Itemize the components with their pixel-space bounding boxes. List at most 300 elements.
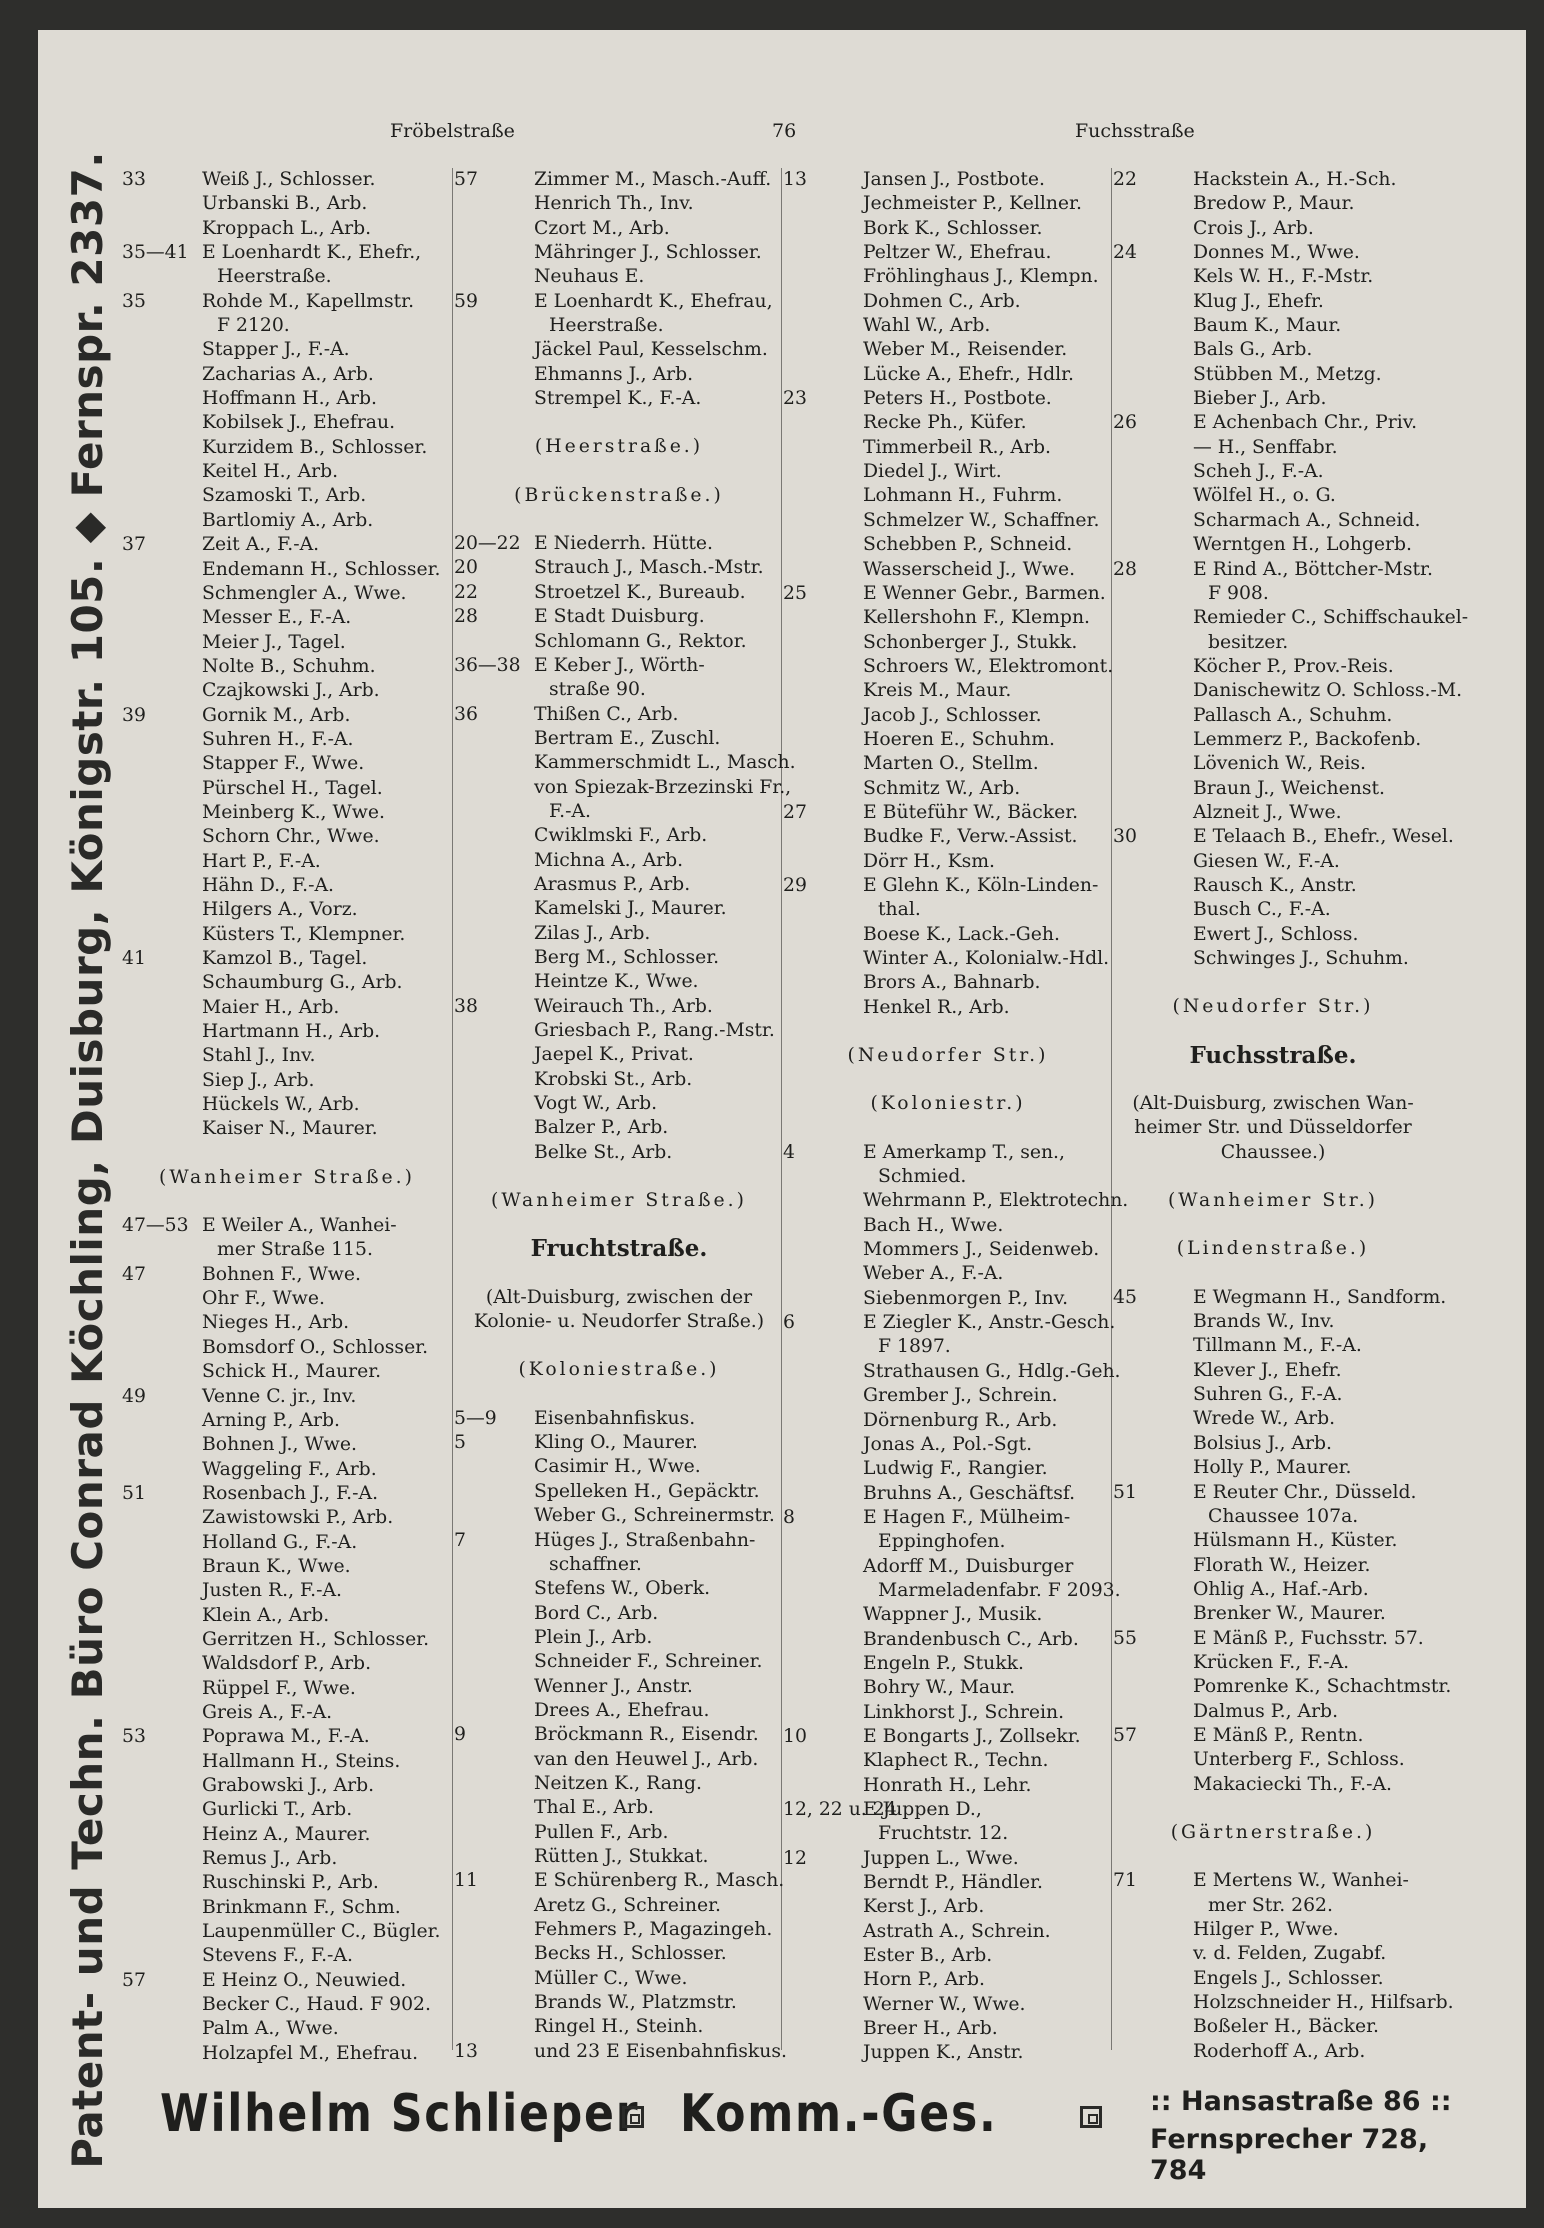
directory-entry bbox=[454, 1918, 784, 1942]
directory-entry bbox=[122, 1774, 452, 1798]
entry-text: Klug J., Ehefr. bbox=[1193, 290, 1324, 312]
directory-entry bbox=[454, 1455, 784, 1479]
directory-entry bbox=[783, 1141, 1113, 1165]
directory-entry bbox=[783, 1676, 1113, 1700]
directory-entry bbox=[454, 1092, 784, 1116]
ad-company: Komm.-Ges. bbox=[680, 2084, 998, 2144]
directory-entry bbox=[783, 192, 1113, 216]
entry-text: Lohmann H., Fuhrm. bbox=[863, 485, 1063, 507]
entry-text: Pürschel H., Tagel. bbox=[202, 777, 383, 799]
entry-text: Boßeler H., Bäcker. bbox=[1193, 2016, 1380, 2038]
entry-text: Thal E., Arb. bbox=[534, 1797, 654, 1819]
entry-text: Vogt W., Arb. bbox=[534, 1093, 658, 1115]
street-note: (Lindenstraße.) bbox=[1176, 1238, 1370, 1260]
entry-text: Lücke A., Ehefr., Hdlr. bbox=[863, 363, 1075, 385]
directory-entry bbox=[454, 1019, 784, 1043]
house-number: 30 bbox=[1113, 826, 1137, 848]
directory-entry bbox=[454, 2015, 784, 2039]
house-number: 11 bbox=[454, 1870, 478, 1892]
entry-text: Lemmerz P., Backofenb. bbox=[1193, 728, 1422, 750]
entry-text: Czajkowski J., Arb. bbox=[202, 680, 380, 702]
directory-entry bbox=[122, 1069, 452, 1093]
directory-entry bbox=[122, 582, 452, 606]
entry-text: Kammerschmidt L., Masch. bbox=[534, 752, 796, 774]
directory-entry bbox=[122, 533, 452, 557]
entry-text: Hallmann H., Steins. bbox=[202, 1750, 401, 1772]
directory-entry bbox=[783, 1409, 1113, 1433]
entry-text: Nolte B., Schuhm. bbox=[202, 655, 376, 677]
directory-entry bbox=[1113, 1991, 1454, 2015]
sidebar-ad-text: Patent- und Techn. Büro Conrad Köchling, Duisburg, Königstr. 105. ⬥ Fernspr. 2337. bbox=[62, 151, 112, 2169]
entry-text: Rosenbach J., F.-A. bbox=[202, 1482, 379, 1504]
directory-entry bbox=[454, 241, 784, 265]
ad-separator-icon bbox=[1080, 2106, 1102, 2128]
directory-entry bbox=[1113, 752, 1433, 776]
house-number: 22 bbox=[1113, 169, 1137, 190]
bottom-advertisement bbox=[130, 2076, 1480, 2186]
entry-text: Brands W., Inv. bbox=[1193, 1311, 1335, 1333]
entry-text: Brinkmann F., Schm. bbox=[202, 1896, 401, 1918]
street-note: (Neudorfer Str.) bbox=[847, 1045, 1049, 1067]
entry-text: Alzneit J., Wwe. bbox=[1193, 801, 1342, 823]
directory-entry bbox=[783, 1262, 1113, 1286]
directory-entry bbox=[1113, 1554, 1433, 1578]
directory-entry bbox=[783, 1701, 1113, 1725]
directory-entry bbox=[122, 460, 452, 484]
entry-text: E Büteführ W., Bäcker. bbox=[863, 801, 1079, 823]
directory-entry bbox=[454, 1626, 784, 1650]
entry-text: Stapper J., F.-A. bbox=[202, 339, 350, 361]
directory-entry bbox=[122, 1238, 452, 1262]
entry-text: Belke St., Arb. bbox=[534, 1141, 673, 1163]
entry-text: Stahl J., Inv. bbox=[202, 1045, 316, 1067]
directory-entry bbox=[1113, 874, 1433, 898]
entry-text: Venne C. jr., Inv. bbox=[202, 1385, 357, 1407]
entry-text: Holly P., Maurer. bbox=[1193, 1457, 1352, 1479]
entry-text: Donnes M., Wwe. bbox=[1193, 242, 1360, 264]
entry-text: Kroppach L., Arb. bbox=[202, 217, 372, 239]
spacer bbox=[122, 1142, 452, 1166]
entry-text: Zacharias A., Arb. bbox=[202, 363, 374, 385]
house-number: 22 bbox=[454, 581, 478, 603]
entry-text: Weber G., Schreinermstr. bbox=[534, 1505, 775, 1527]
directory-entry bbox=[783, 825, 1113, 849]
directory-entry bbox=[454, 290, 784, 314]
entry-text: Griesbach P., Rang.-Mstr. bbox=[534, 1020, 775, 1041]
house-number: 38 bbox=[454, 995, 478, 1017]
directory-entry bbox=[122, 947, 452, 971]
directory-entry bbox=[454, 217, 784, 241]
street-note: Chaussee.) bbox=[1220, 1141, 1326, 1163]
directory-entry bbox=[454, 556, 784, 580]
directory-entry bbox=[783, 752, 1113, 776]
directory-entry bbox=[122, 509, 452, 533]
sidebar-advertisement bbox=[40, 151, 135, 2169]
entry-text: Suhren G., F.-A. bbox=[1193, 1384, 1343, 1406]
entry-text: Engeln P., Stukk. bbox=[863, 1652, 1024, 1674]
directory-entry bbox=[454, 849, 784, 873]
directory-entry bbox=[122, 1506, 452, 1530]
entry-text: Greis A., F.-A. bbox=[202, 1701, 333, 1723]
directory-entry bbox=[1113, 1894, 1433, 1918]
directory-entry bbox=[1113, 436, 1433, 460]
directory-entry bbox=[122, 2042, 452, 2066]
entry-text: Hoeren E., Schuhm. bbox=[863, 728, 1056, 750]
directory-entry bbox=[783, 2017, 1113, 2041]
street-note: (Alt-Duisburg, zwischen Wan- bbox=[1132, 1093, 1414, 1115]
directory-entry bbox=[783, 314, 1113, 338]
entry-continuation: Eppinghofen. bbox=[878, 1531, 1006, 1553]
directory-entry bbox=[454, 1043, 784, 1067]
directory-entry bbox=[783, 996, 1113, 1020]
directory-entry bbox=[454, 1504, 784, 1528]
directory-entry bbox=[783, 1944, 1113, 1968]
entry-text: Waldsdorf P., Arb. bbox=[202, 1653, 372, 1675]
directory-entry bbox=[783, 436, 1113, 460]
entry-text: Waggeling F., Arb. bbox=[202, 1458, 377, 1480]
spacer bbox=[1113, 1845, 1433, 1869]
house-number: 10 bbox=[783, 1725, 807, 1747]
directory-entry bbox=[454, 314, 784, 338]
entry-text: Klever J., Ehefr. bbox=[1193, 1359, 1342, 1381]
entry-text: Kreis M., Maur. bbox=[863, 680, 1012, 702]
directory-entry bbox=[783, 1311, 1116, 1335]
entry-text: Arasmus P., Arb. bbox=[534, 873, 691, 895]
directory-entry bbox=[783, 1189, 1129, 1213]
directory-entry bbox=[122, 898, 452, 922]
entry-text: Ringel H., Steinh. bbox=[534, 2016, 704, 2038]
directory-entry bbox=[1113, 1627, 1433, 1651]
house-number: 37 bbox=[122, 534, 146, 556]
entry-text: Strauch J., Masch.-Mstr. bbox=[534, 557, 764, 579]
directory-entry bbox=[122, 1993, 452, 2017]
directory-entry bbox=[1113, 241, 1433, 265]
house-number: 55 bbox=[1113, 1627, 1137, 1649]
house-number: 4 bbox=[783, 1141, 795, 1163]
entry-text: Dörnenburg R., Arb. bbox=[863, 1409, 1058, 1431]
street-note: (Neudorfer Str.) bbox=[1172, 996, 1374, 1018]
directory-entry bbox=[1113, 1310, 1433, 1334]
entry-text: Baum K., Maur. bbox=[1193, 315, 1342, 337]
directory-entry bbox=[454, 1431, 784, 1455]
entry-text: Zilas J., Arb. bbox=[534, 922, 651, 944]
directory-entry bbox=[454, 630, 784, 654]
directory-entry bbox=[783, 850, 1113, 874]
directory-entry bbox=[122, 1093, 452, 1117]
directory-entry bbox=[1113, 679, 1463, 703]
directory-entry bbox=[122, 1555, 452, 1579]
entry-text: Winter A., Kolonialw.-Hdl. bbox=[863, 948, 1110, 969]
house-number: 57 bbox=[1113, 1724, 1137, 1746]
directory-entry bbox=[1113, 728, 1433, 752]
entry-text: Kels W. H., F.-Mstr. bbox=[1193, 266, 1374, 288]
entry-text: Kamelski J., Maurer. bbox=[534, 898, 727, 920]
entry-text: Weiß J., Schlosser. bbox=[202, 169, 376, 190]
directory-entry bbox=[454, 1480, 784, 1504]
entry-text: Poprawa M., F.-A. bbox=[202, 1726, 370, 1748]
entry-text: Bröckmann R., Eisendr. bbox=[534, 1724, 759, 1746]
directory-entry bbox=[122, 996, 452, 1020]
entry-text: Ewert J., Schloss. bbox=[1193, 923, 1359, 945]
directory-entry bbox=[783, 1993, 1113, 2017]
directory-entry bbox=[1113, 582, 1433, 606]
directory-entry bbox=[783, 582, 1113, 606]
house-number: 6 bbox=[783, 1312, 795, 1334]
entry-text: Unterberg F., Schloss. bbox=[1193, 1749, 1405, 1771]
house-number: 57 bbox=[122, 1969, 146, 1991]
entry-text: Schmengler A., Wwe. bbox=[202, 582, 407, 604]
entry-text: Zawistowski P., Arb. bbox=[202, 1507, 394, 1529]
entry-text: Bolsius J., Arb. bbox=[1193, 1432, 1332, 1454]
entry-continuation: straße 90. bbox=[549, 679, 646, 701]
directory-entry bbox=[454, 532, 784, 556]
street-note: Kolonie- u. Neudorfer Straße.) bbox=[473, 1311, 765, 1333]
entry-continuation: F.-A. bbox=[549, 800, 591, 822]
house-number: 12 bbox=[783, 1847, 807, 1869]
entry-text: Busch C., F.-A. bbox=[1193, 899, 1331, 921]
entry-text: Laupenmüller C., Bügler. bbox=[202, 1921, 441, 1943]
entry-text: Keitel H., Arb. bbox=[202, 461, 339, 483]
column-divider bbox=[452, 168, 453, 2050]
directory-entry bbox=[783, 898, 1113, 922]
entry-text: Kamzol B., Tagel. bbox=[202, 948, 368, 969]
entry-text: Timmerbeil R., Arb. bbox=[863, 436, 1051, 458]
directory-entry bbox=[783, 655, 1113, 679]
entry-text: Makaciecki Th., F.-A. bbox=[1193, 1773, 1393, 1795]
entry-text: Brenker W., Maurer. bbox=[1193, 1603, 1386, 1625]
entry-text: Strempel K., F.-A. bbox=[534, 388, 702, 410]
directory-entry bbox=[1113, 825, 1454, 849]
directory-entry bbox=[1113, 1432, 1433, 1456]
entry-text: Bohry W., Maur. bbox=[863, 1677, 1016, 1699]
directory-entry bbox=[783, 1530, 1113, 1554]
directory-entry bbox=[1113, 1869, 1433, 1893]
directory-entry bbox=[122, 1871, 452, 1895]
entry-text: Bieber J., Arb. bbox=[1193, 388, 1327, 410]
directory-entry bbox=[1113, 509, 1433, 533]
entry-text: E Glehn K., Köln-Linden- bbox=[863, 874, 1099, 896]
entry-text: Jaepel K., Privat. bbox=[534, 1044, 694, 1066]
directory-entry bbox=[783, 241, 1113, 265]
entry-text: Jechmeister P., Kellner. bbox=[863, 193, 1082, 215]
entry-text: von Spiezak-Brzezinski Fr., bbox=[534, 776, 792, 798]
directory-entry bbox=[454, 776, 792, 800]
entry-text: Holzschneider H., Hilfsarb. bbox=[1193, 1992, 1454, 2014]
directory-entry bbox=[783, 290, 1113, 314]
entry-text: Weirauch Th., Arb. bbox=[534, 995, 713, 1017]
directory-entry bbox=[122, 265, 452, 289]
directory-entry bbox=[783, 1457, 1113, 1481]
directory-entry bbox=[122, 1311, 452, 1335]
entry-text: Kerst J., Arb. bbox=[863, 1896, 985, 1918]
directory-entry bbox=[1113, 1505, 1433, 1529]
entry-text: E Wenner Gebr., Barmen. bbox=[863, 582, 1106, 604]
spacer bbox=[1113, 1213, 1433, 1237]
directory-entry bbox=[454, 1723, 784, 1747]
entry-text: Kling O., Maurer. bbox=[534, 1432, 698, 1454]
entry-text: Holzapfel M., Ehefrau. bbox=[202, 2042, 419, 2064]
directory-entry bbox=[1113, 655, 1433, 679]
entry-text: Dalmus P., Arb. bbox=[1193, 1700, 1339, 1722]
entry-text: Urbanski B., Arb. bbox=[202, 193, 368, 215]
entry-text: Klein A., Arb. bbox=[202, 1604, 330, 1626]
directory-entry bbox=[122, 1263, 452, 1287]
directory-entry bbox=[783, 1749, 1113, 1773]
directory-entry bbox=[783, 484, 1113, 508]
entry-text: Ehmanns J., Arb. bbox=[534, 363, 694, 385]
entry-text: E Hagen F., Mülheim- bbox=[863, 1506, 1071, 1528]
entry-text: Henrich Th., Inv. bbox=[534, 193, 694, 215]
entry-text: Dohmen C., Arb. bbox=[863, 290, 1021, 312]
entry-text: — H., Senffabr. bbox=[1193, 436, 1338, 458]
entry-text: E Heinz O., Neuwied. bbox=[202, 1969, 407, 1991]
directory-entry bbox=[454, 1577, 784, 1601]
directory-entry bbox=[783, 1506, 1113, 1530]
entry-text: E Juppen D., bbox=[863, 1799, 982, 1820]
directory-entry bbox=[783, 1774, 1113, 1798]
directory-entry bbox=[1113, 1773, 1433, 1797]
house-number: 23 bbox=[783, 388, 807, 410]
street-note: (Gärtnerstraße.) bbox=[1170, 1821, 1376, 1843]
directory-entry bbox=[783, 801, 1113, 825]
directory-entry bbox=[783, 1847, 1113, 1871]
directory-entry bbox=[454, 1942, 784, 1966]
entry-text: Krücken F., F.-A. bbox=[1193, 1651, 1350, 1673]
ad-name: Wilhelm Schlieper bbox=[160, 2084, 640, 2144]
entry-text: Brands W., Platzmstr. bbox=[534, 1992, 737, 2014]
house-number: 49 bbox=[122, 1385, 146, 1407]
directory-entry bbox=[783, 704, 1113, 728]
directory-entry bbox=[783, 411, 1113, 435]
directory-entry bbox=[122, 192, 452, 216]
entry-text: Schorn Chr., Wwe. bbox=[202, 826, 380, 848]
entry-text: Becks H., Schlosser. bbox=[534, 1943, 727, 1965]
directory-entry bbox=[1113, 1334, 1433, 1358]
house-number: 47 bbox=[122, 1263, 146, 1285]
entry-text: Giesen W., F.-A. bbox=[1193, 850, 1340, 872]
directory-entry bbox=[454, 363, 784, 387]
directory-entry bbox=[454, 1869, 784, 1893]
directory-entry bbox=[122, 314, 452, 338]
house-number: 28 bbox=[1113, 558, 1137, 580]
directory-entry bbox=[783, 509, 1113, 533]
entry-text: Jacob J., Schlosser. bbox=[863, 704, 1042, 726]
house-number: 41 bbox=[122, 948, 146, 969]
directory-entry bbox=[783, 168, 1113, 192]
entry-text: Kurzidem B., Schlosser. bbox=[202, 436, 428, 458]
entry-text: Schneider F., Schreiner. bbox=[534, 1651, 763, 1673]
directory-entry bbox=[783, 1384, 1113, 1408]
house-number: 12, 22 u. 24 bbox=[783, 1799, 897, 1820]
directory-entry bbox=[1113, 168, 1433, 192]
directory-entry bbox=[783, 1628, 1113, 1652]
entry-text: Wahl W., Arb. bbox=[863, 315, 991, 337]
directory-entry bbox=[1113, 1456, 1433, 1480]
entry-text: Wehrmann P., Elektrotechn. bbox=[863, 1190, 1129, 1212]
directory-entry bbox=[1113, 338, 1433, 362]
street-note: (Koloniestraße.) bbox=[518, 1359, 720, 1381]
entry-continuation: thal. bbox=[878, 899, 921, 921]
directory-entry bbox=[454, 1675, 784, 1699]
entry-text: Plein J., Arb. bbox=[534, 1626, 653, 1648]
directory-entry bbox=[1113, 558, 1433, 582]
directory-entry bbox=[783, 874, 1113, 898]
entry-text: Cwiklmski F., Arb. bbox=[534, 825, 708, 847]
entry-text: Strathausen G., Hdlg.-Geh. bbox=[863, 1360, 1121, 1382]
entry-text: Ludwig F., Rangier. bbox=[863, 1458, 1048, 1480]
directory-entry bbox=[122, 1531, 452, 1555]
directory-entry bbox=[783, 363, 1113, 387]
house-number: 5 bbox=[454, 1432, 466, 1454]
directory-entry bbox=[1113, 1383, 1433, 1407]
house-number: 35 bbox=[122, 290, 146, 312]
house-number: 36 bbox=[454, 703, 478, 725]
ad-separator-icon bbox=[622, 2106, 644, 2128]
entry-text: Rausch K., Anstr. bbox=[1193, 874, 1357, 896]
house-number: 51 bbox=[1113, 1481, 1137, 1503]
entry-text: Siep J., Arb. bbox=[202, 1069, 315, 1091]
directory-entry bbox=[122, 825, 452, 849]
entry-text: Tillmann M., F.-A. bbox=[1193, 1335, 1362, 1357]
directory-entry bbox=[122, 411, 452, 435]
entry-text: Michna A., Arb. bbox=[534, 849, 684, 871]
directory-entry bbox=[783, 533, 1113, 557]
entry-text: Scharmach A., Schneid. bbox=[1193, 509, 1421, 531]
entry-continuation: Fruchtstr. 12. bbox=[878, 1823, 1009, 1845]
house-number: 33 bbox=[122, 169, 146, 190]
directory-entry bbox=[122, 1604, 452, 1628]
directory-entry bbox=[122, 777, 452, 801]
ad-address: :: Hansastraße 86 :: bbox=[1150, 2086, 1452, 2117]
entry-text: E Bongarts J., Zollsekr. bbox=[863, 1725, 1081, 1747]
directory-entry bbox=[1113, 1651, 1433, 1675]
directory-entry bbox=[122, 1409, 452, 1433]
directory-entry bbox=[783, 1165, 1113, 1189]
entry-text: Hüges J., Straßenbahn- bbox=[534, 1529, 756, 1551]
directory-entry bbox=[122, 752, 452, 776]
directory-entry bbox=[122, 1287, 452, 1311]
column-4 bbox=[1113, 168, 1469, 2064]
directory-entry bbox=[454, 581, 784, 605]
entry-text: Wappner J., Musik. bbox=[863, 1604, 1043, 1626]
directory-entry bbox=[783, 1968, 1113, 1992]
house-number: 20—22 bbox=[454, 533, 521, 555]
house-number: 45 bbox=[1113, 1286, 1137, 1308]
directory-entry bbox=[783, 1555, 1113, 1579]
entry-continuation: Marmeladenfabr. F 2093. bbox=[878, 1579, 1121, 1601]
entry-text: Remus J., Arb. bbox=[202, 1848, 338, 1870]
entry-text: Florath W., Heizer. bbox=[1193, 1554, 1371, 1576]
entry-text: E Weiler A., Wanhei- bbox=[202, 1215, 397, 1237]
street-note: (Alt-Duisburg, zwischen der bbox=[485, 1286, 753, 1308]
directory-entry bbox=[783, 217, 1113, 241]
directory-entry bbox=[1113, 606, 1469, 630]
directory-entry bbox=[454, 265, 784, 289]
entry-text: Fröhlinghaus J., Klempn. bbox=[863, 266, 1099, 288]
directory-entry bbox=[783, 947, 1113, 971]
spacer bbox=[454, 1334, 784, 1358]
directory-entry bbox=[454, 1967, 784, 1991]
directory-entry bbox=[122, 387, 452, 411]
entry-text: und 23 E Eisenbahnfiskus. bbox=[534, 2040, 787, 2062]
directory-entry bbox=[122, 1823, 452, 1847]
street-note: (Wanheimer Straße.) bbox=[491, 1190, 747, 1212]
house-number: 35—41 bbox=[122, 242, 189, 264]
directory-entry bbox=[1113, 265, 1433, 289]
entry-text: Endemann H., Schlosser. bbox=[202, 558, 441, 580]
entry-text: Diedel J., Wirt. bbox=[863, 461, 1002, 483]
entry-text: Drees A., Ehefrau. bbox=[534, 1699, 710, 1721]
